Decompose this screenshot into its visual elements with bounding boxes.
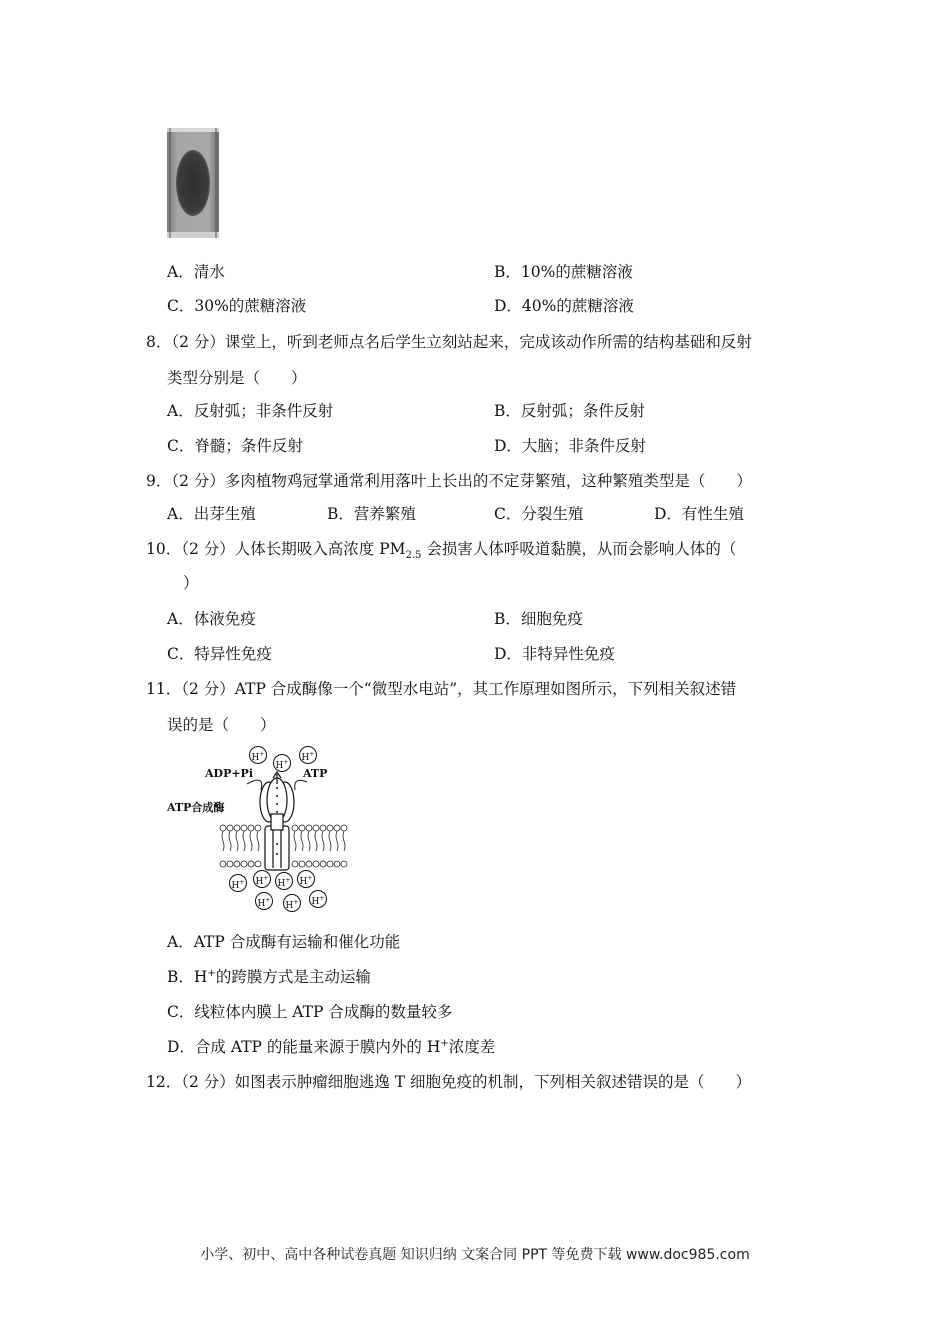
q8-option-d: D．大脑；非条件反射 [494,437,646,455]
q8-stem-line2: 类型分别是（ ） [167,369,307,387]
q7-option-c: C．30%的蔗糖溶液 [167,297,307,315]
atp-synthase-diagram [165,744,365,916]
proton-bottom-4: H+ [297,870,315,888]
q8-option-c: C．脊髓；条件反射 [167,437,303,455]
atp-synthase-enzyme [260,778,294,870]
q11-option-b: B．H+的跨膜方式是主动运输 [167,967,371,986]
q10-stem-line1 [146,537,736,561]
q8-option-a: A．反射弧；非条件反射 [167,402,334,420]
q10-stem-sub: 2.5 [405,550,422,562]
proton-bottom-7: H+ [309,890,327,908]
proton-bottom-3: H+ [275,872,293,890]
q11-stem-line2: 误的是（ ） [167,716,276,734]
cell-micrograph-image [167,128,219,238]
proton-top-3: H+ [299,746,317,764]
q9-option-a: A．出芽生殖 [167,505,256,523]
q11-option-c: C．线粒体内膜上 ATP 合成酶的数量较多 [167,1003,453,1021]
proton-bottom-2: H+ [253,870,271,888]
q10-option-d: D．非特异性免疫 [494,645,615,663]
q9-option-d: D．有性生殖 [654,505,744,523]
q12-stem: 12．（2 分）如图表示肿瘤细胞逃逸 T 细胞免疫的机制，下列相关叙述错误的是（ ） [146,1073,751,1091]
q10-stem-post: 会损害人体呼吸道黏膜，从而会影响人体的（ [421,540,737,558]
q10-option-b: B．细胞免疫 [494,610,583,628]
q10-stem-line2: ） [183,574,199,592]
q8-option-b: B．反射弧；条件反射 [494,402,645,420]
label-atp-synthase: ATP合成酶 [167,801,225,814]
page-footer: 小学、初中、高中各种试卷真题 知识归纳 文案合同 PPT 等免费下载 www.doc985.com [200,1247,750,1263]
label-adp-pi: ADP+Pi [205,767,254,780]
q8-stem-line1: 8．（2 分）课堂上，听到老师点名后学生立刻站起来，完成该动作所需的结构基础和反射 [146,333,752,351]
proton-bottom-6: H+ [283,894,301,912]
q7-option-b: B．10%的蔗糖溶液 [494,263,633,281]
proton-top-1: H+ [249,746,267,764]
q10-option-a: A．体液免疫 [167,610,256,628]
q9-stem: 9．（2 分）多肉植物鸡冠掌通常利用落叶上长出的不定芽繁殖，这种繁殖类型是（ ） [146,472,752,490]
label-atp: ATP [303,767,328,780]
proton-bottom-5: H+ [255,892,273,910]
q9-option-b: B．营养繁殖 [327,505,416,523]
q10-option-c: C．特异性免疫 [167,645,272,663]
q11-option-a: A．ATP 合成酶有运输和催化功能 [167,933,401,951]
proton-bottom-1: H+ [229,874,247,892]
q11-option-d: D．合成 ATP 的能量来源于膜内外的 H+浓度差 [167,1037,496,1056]
q7-option-a: A．清水 [167,263,225,281]
q10-stem-pre: 10．（2 分）人体长期吸入高浓度 PM [146,540,406,558]
proton-top-2: H+ [273,754,291,772]
q11-stem-line1: 11．（2 分）ATP 合成酶像一个“微型水电站”，其工作原理如图所示，下列相关叙述错 [146,680,737,698]
q7-option-d: D．40%的蔗糖溶液 [494,297,634,315]
q9-option-c: C．分裂生殖 [494,505,584,523]
